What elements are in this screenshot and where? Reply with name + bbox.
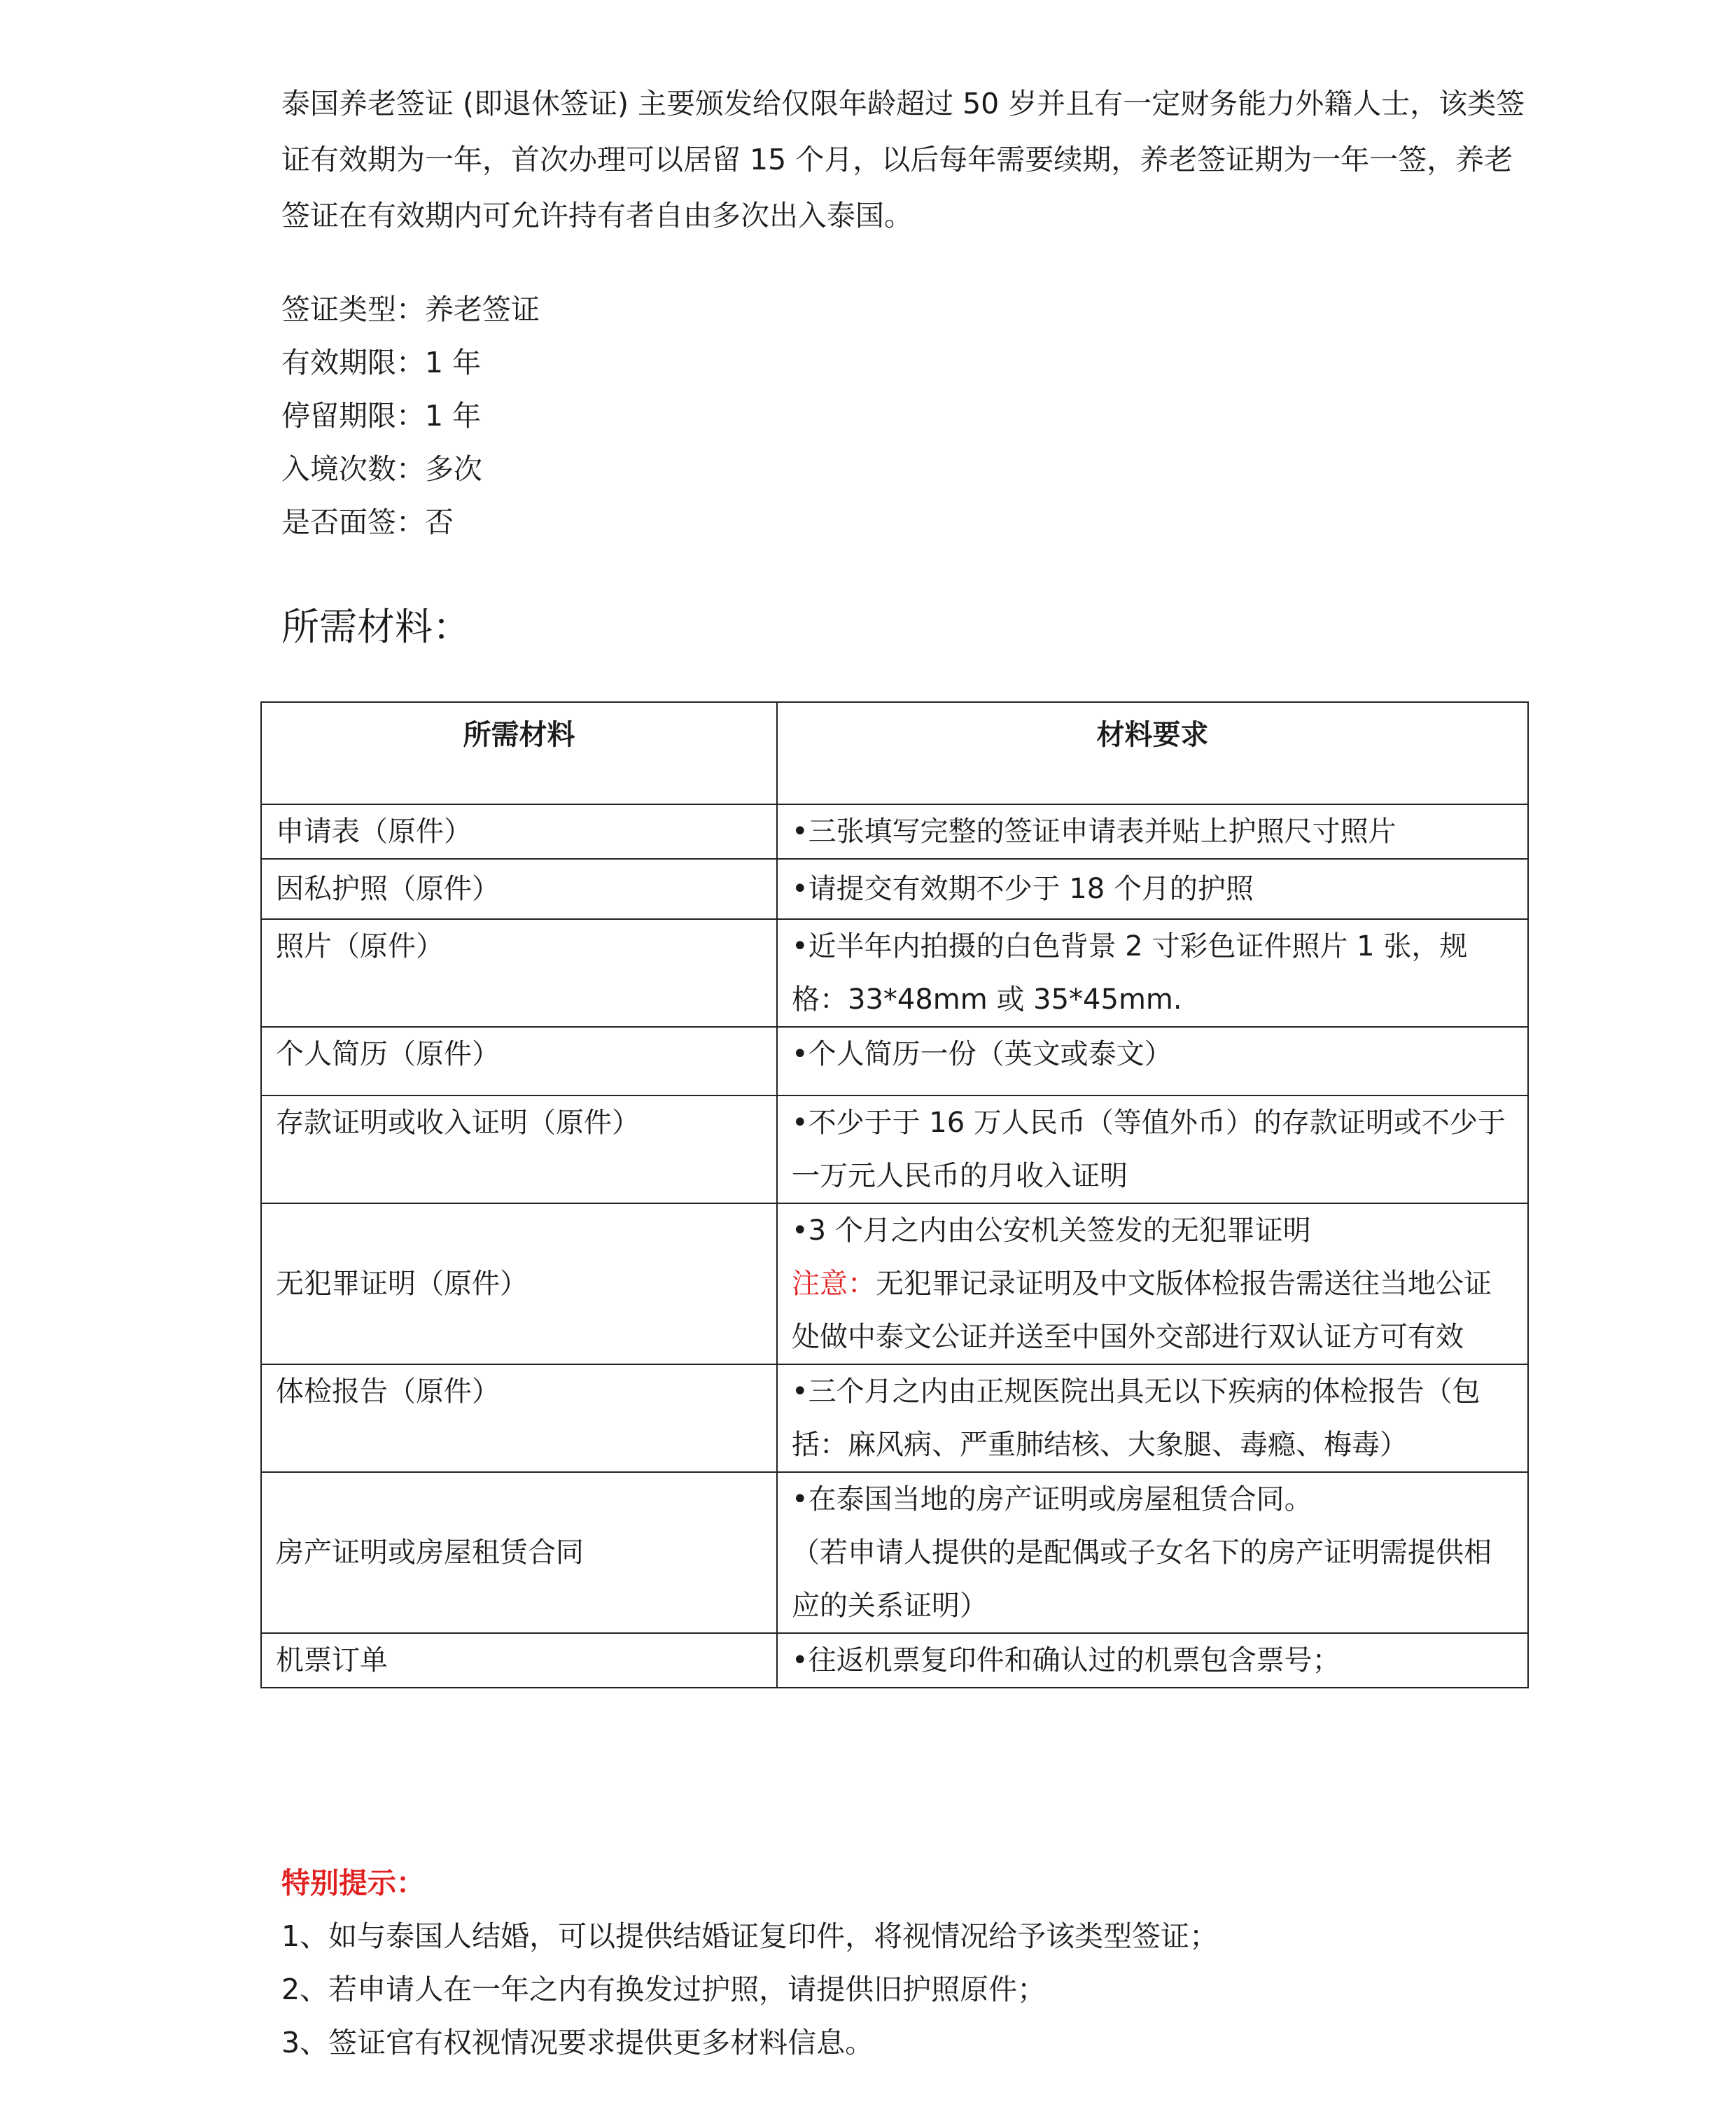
requirement-line: •在泰国当地的房产证明或房屋租赁合同。 bbox=[792, 1483, 1312, 1516]
intro-paragraph: 泰国养老签证 (即退休签证) 主要颁发给仅限年龄超过 50 岁并且有一定财务能力外籍人士，该类签证有效期为一年，首次办理可以居留 15 个月，以后每年需要续期，养老签证期为一年一签，养老签证在有效期内可允许持有者自由多次出入泰国。 bbox=[281, 87, 1525, 232]
spec-visa-type: 签证类型：养老签证 bbox=[281, 293, 540, 326]
requirement-cell: •请提交有效期不少于 18 个月的护照 bbox=[777, 859, 1528, 919]
material-cell: 机票订单 bbox=[261, 1633, 777, 1688]
table-row bbox=[261, 859, 1528, 919]
requirement-cell: •个人简历一份（英文或泰文） bbox=[777, 1027, 1528, 1096]
requirement-cell bbox=[777, 1203, 1528, 1364]
tips-list bbox=[281, 1910, 1218, 2069]
note-text: 无犯罪记录证明及中文版体检报告需送往当地公证处做中泰文公证并送至中国外交部进行双认证方可有效 bbox=[792, 1268, 1492, 1353]
table-row bbox=[261, 1633, 1528, 1688]
table-row bbox=[261, 1472, 1528, 1633]
requirement-note bbox=[792, 1257, 1513, 1364]
visa-spec-list bbox=[281, 283, 540, 549]
header-material: 所需材料 bbox=[261, 702, 777, 804]
requirement-cell: •三张填写完整的签证申请表并贴上护照尺寸照片 bbox=[777, 804, 1528, 859]
table-row bbox=[261, 1027, 1528, 1096]
spec-interview: 是否面签：否 bbox=[281, 505, 454, 539]
table-row bbox=[261, 1364, 1528, 1472]
table-row bbox=[261, 804, 1528, 859]
header-requirement: 材料要求 bbox=[777, 702, 1528, 804]
material-cell: 无犯罪证明（原件） bbox=[261, 1203, 777, 1364]
material-cell: 因私护照（原件） bbox=[261, 859, 777, 919]
requirement-cell: •不少于于 16 万人民币（等值外币）的存款证明或不少于一万元人民币的月收入证明 bbox=[777, 1096, 1528, 1203]
requirement-line: （若申请人提供的是配偶或子女名下的房产证明需提供相应的关系证明） bbox=[792, 1536, 1492, 1622]
table-header-row bbox=[261, 702, 1528, 804]
tip-item: 2、若申请人在一年之内有换发过护照，请提供旧护照原件； bbox=[281, 1973, 1046, 2006]
spec-entries: 入境次数：多次 bbox=[281, 452, 482, 486]
material-cell: 申请表（原件） bbox=[261, 804, 777, 859]
requirement-cell bbox=[777, 1472, 1528, 1633]
material-cell: 存款证明或收入证明（原件） bbox=[261, 1096, 777, 1203]
section-title: 所需材料： bbox=[281, 605, 470, 649]
tip-item: 1、如与泰国人结婚，可以提供结婚证复印件，将视情况给予该类型签证； bbox=[281, 1919, 1219, 1953]
material-cell: 房产证明或房屋租赁合同 bbox=[261, 1472, 777, 1633]
spec-stay-period: 停留期限：1 年 bbox=[281, 399, 482, 433]
requirement-cell: •三个月之内由正规医院出具无以下疾病的体检报告（包括：麻风病、严重肺结核、大象腿、毒瘾、梅毒） bbox=[777, 1364, 1528, 1472]
tips-title: 特别提示： bbox=[281, 1866, 425, 1900]
material-cell: 个人简历（原件） bbox=[261, 1027, 777, 1096]
requirement-cell: •近半年内拍摄的白色背景 2 寸彩色证件照片 1 张，规格：33*48mm 或 35*45mm. bbox=[777, 919, 1528, 1027]
spec-validity: 有效期限：1 年 bbox=[281, 346, 482, 379]
requirement-cell: •往返机票复印件和确认过的机票包含票号； bbox=[777, 1633, 1528, 1688]
requirement-line: •3 个月之内由公安机关签发的无犯罪证明 bbox=[792, 1214, 1311, 1247]
table-row bbox=[261, 1203, 1528, 1364]
material-cell: 照片（原件） bbox=[261, 919, 777, 1027]
note-label: 注意： bbox=[792, 1268, 876, 1300]
table-row bbox=[261, 919, 1528, 1027]
material-cell: 体检报告（原件） bbox=[261, 1364, 777, 1472]
table-row bbox=[261, 1096, 1528, 1203]
tip-item: 3、签证官有权视情况要求提供更多材料信息。 bbox=[281, 2026, 874, 2059]
materials-table bbox=[260, 701, 1529, 1688]
